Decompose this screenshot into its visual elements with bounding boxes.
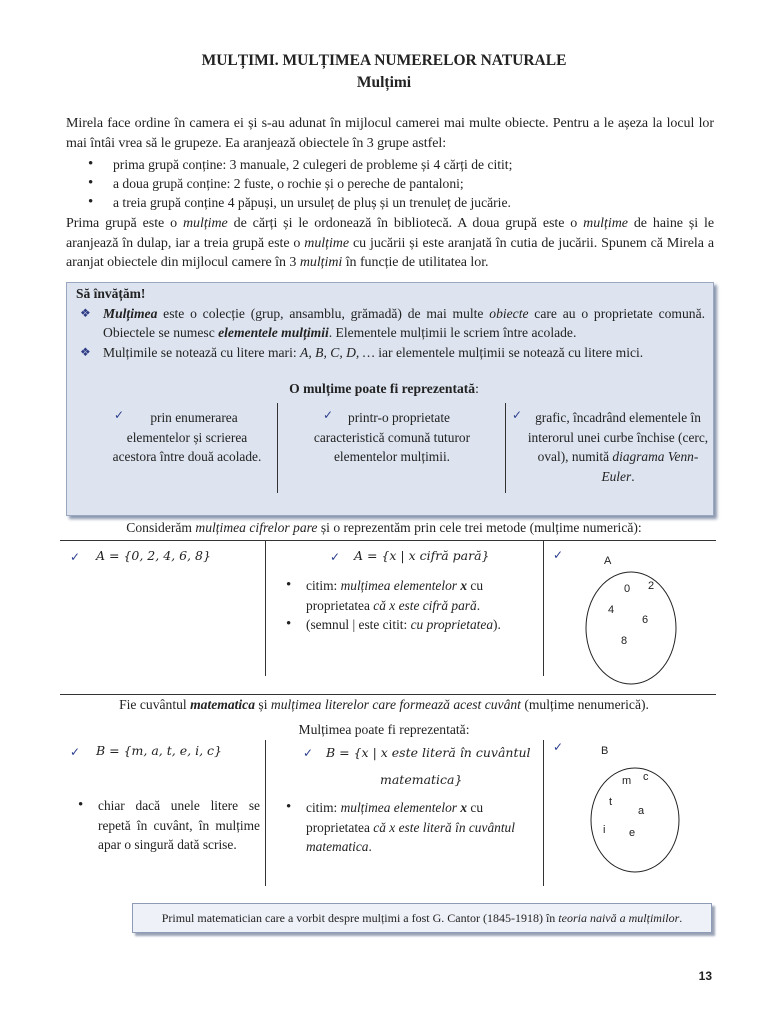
set-b-property-line1: B = {x | x este literă în cuvântul: [326, 745, 531, 760]
venn-boundary: [591, 768, 679, 872]
column-divider: [505, 403, 506, 493]
page-title: MULȚIMI. MULȚIMEA NUMERELOR NATURALE: [201, 52, 567, 69]
list-item: • citim: mulțimea elementelor x cu proprietatea că x este cifră pară.: [284, 576, 534, 615]
venn-element: 4: [608, 604, 615, 616]
repr-method-venn: grafic, încadrând elementele în interorul unei curbe închise (cerc, oval), numită diagrama Venn-Euler.: [527, 410, 709, 484]
venn-element: i: [603, 824, 606, 836]
set-b-enumeration: B = {m, a, t, e, i, c}: [96, 743, 222, 758]
page-number: 13: [698, 969, 712, 983]
venn-diagram-a: [560, 548, 710, 688]
list-item: • prima grupă conține: 3 manuale, 2 culegeri de probleme și 4 cărți de citit;: [88, 155, 708, 174]
check-icon: ✓: [330, 550, 341, 564]
intro-bullet-list: [88, 155, 708, 212]
check-icon: ✓: [553, 548, 564, 562]
set-a-enumeration: A = {0, 2, 4, 6, 8}: [96, 548, 211, 563]
example2-left-note: [76, 796, 260, 855]
column-divider: [265, 740, 266, 886]
list-item: • citim: mulțimea elementelor x cu proprietatea că x este literă în cuvântul matematica.: [284, 798, 534, 857]
check-icon: ✓: [70, 745, 81, 759]
check-icon: ✓: [303, 746, 314, 760]
example2-intro: Fie cuvântul matematica și mulțimea literelor care formează acest cuvânt (mulțime nenumerică).: [119, 697, 649, 712]
venn-diagram-b: [560, 740, 710, 880]
page-subtitle: Mulțimi: [356, 74, 412, 91]
column-divider: [543, 541, 544, 676]
list-item: • chiar dacă unele litere se repetă în cuvânt, în mulțime apar o singură dată scrise.: [76, 796, 260, 855]
set-a-property: A = {x | x cifră pară}: [354, 548, 490, 563]
column-divider: [543, 740, 544, 886]
section-divider: [60, 694, 716, 695]
column-divider: [277, 403, 278, 493]
cantor-note: Primul matematician care a vorbit despre mulțimi a fost G. Cantor (1845-1918) în teoria naivă a mulțimilor.: [132, 903, 712, 933]
diamond-bullet-icon: ❖: [80, 306, 91, 320]
diamond-bullet-icon: ❖: [80, 345, 91, 359]
list-item: • a treia grupă conține 4 păpuși, un ursuleț de pluș și un trenuleț de jucărie.: [88, 193, 708, 212]
venn-element: 8: [621, 635, 628, 647]
example1-explanations: [284, 576, 534, 635]
venn-element: t: [609, 796, 613, 808]
example1-intro: Considerăm mulțimea cifrelor pare și o reprezentăm prin cele trei metode (mulțime numerică):: [126, 520, 642, 535]
check-icon: ✓: [323, 408, 334, 422]
example2-explanations: [284, 798, 534, 857]
list-item: • a doua grupă conține: 2 fuste, o rochie și o pereche de pantaloni;: [88, 174, 708, 193]
venn-element: a: [638, 805, 645, 817]
venn-element: c: [643, 771, 649, 783]
check-icon: ✓: [553, 740, 564, 754]
venn-element: 6: [642, 614, 649, 626]
venn-element: e: [629, 827, 636, 839]
intro-paragraph: Mirela face ordine în camera ei și s-au adunat în mijlocul camerei mai multe obiecte. Pentru a le așeza la locul lor mai întâi vrea să le grupeze. Ea aranjează obiectele în 3 grupe astfel:: [66, 116, 714, 151]
learn-title: Să învățăm!: [76, 286, 146, 301]
representation-heading: O mulțime poate fi reprezentată:: [289, 381, 479, 396]
section-divider: [60, 540, 716, 541]
learn-definition: Mulțimea este o colecție (grup, ansamblu, grămadă) de mai multe obiecte care au o proprietate comună. Obiectele se numesc elementele mulțimii. Elementele mulțimii le scriem între acolade.: [103, 306, 705, 340]
intro-paragraph-2: Prima grupă este o mulțime de cărți și le ordonează în bibliotecă. A doua grupă este o mulțime de haine și le aranjează în dulap, iar a treia grupă este o mulțime cu jucării și este aranjată în cutia de jucării. Spunem că Mirela a aranjat obiectele din mijlocul camere în 3 mulțimi în funcție de utilitatea lor.: [66, 216, 714, 270]
check-icon: ✓: [512, 408, 523, 422]
check-icon: ✓: [114, 408, 125, 422]
set-b-property-line2: matematica}: [380, 772, 463, 787]
venn-element: 0: [624, 583, 631, 595]
column-divider: [265, 541, 266, 676]
venn-boundary: [586, 572, 676, 684]
venn-element: m: [622, 775, 632, 787]
venn-set-label: B: [601, 745, 609, 757]
learn-notation: Mulțimile se notează cu litere mari: A, B, C, D, … iar elementele mulțimii se notează cu litere mici.: [103, 345, 644, 360]
example2-representation-line: Mulțimea poate fi reprezentată:: [298, 722, 470, 737]
venn-element: 2: [648, 580, 655, 592]
repr-method-property: printr-o proprietate caracteristică comună tuturor elementelor mulțimii.: [313, 410, 471, 464]
check-icon: ✓: [70, 550, 81, 564]
repr-method-enumeration: prin enumerarea elementelor și scrierea acestora între două acolade.: [112, 410, 262, 464]
list-item: • (semnul | este citit: cu proprietatea).: [284, 615, 534, 635]
venn-set-label: A: [604, 555, 612, 567]
